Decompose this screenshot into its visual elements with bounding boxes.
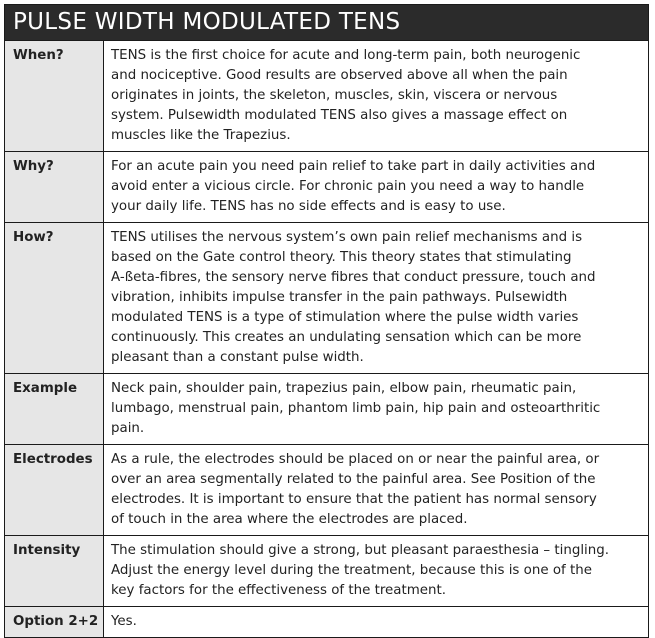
table-row bbox=[5, 445, 648, 536]
row-label: Electrodes bbox=[5, 445, 104, 536]
description-line: over an area segmentally related to the painful area. See Position of the bbox=[111, 472, 596, 487]
description-line: TENS is the first choice for acute and long-term pain, both neurogenic bbox=[111, 48, 581, 63]
row-description bbox=[104, 374, 649, 445]
table-row bbox=[5, 41, 648, 152]
description-line: based on the Gate control theory. This theory states that stimulating bbox=[111, 250, 572, 265]
description-line: muscles like the Trapezius. bbox=[111, 128, 291, 143]
page-title: PULSE WIDTH MODULATED TENS bbox=[5, 5, 648, 40]
description-line: continuously. This creates an undulating sensation which can be more bbox=[111, 330, 582, 345]
description-line: key factors for the effectiveness of the treatment. bbox=[111, 583, 447, 598]
row-description bbox=[104, 536, 649, 607]
row-description bbox=[104, 445, 649, 536]
table-row bbox=[5, 223, 648, 374]
description-line: electrodes. It is important to ensure that the patient has normal sensory bbox=[111, 492, 597, 507]
row-description bbox=[104, 41, 649, 152]
table-row bbox=[5, 536, 648, 607]
row-label: Intensity bbox=[5, 536, 104, 607]
description-line: TENS utilises the nervous system’s own pain relief mechanisms and is bbox=[111, 230, 583, 245]
description-line: your daily life. TENS has no side effects and is easy to use. bbox=[111, 199, 506, 214]
row-label: Why? bbox=[5, 152, 104, 223]
description-line: modulated TENS is a type of stimulation where the pulse width varies bbox=[111, 310, 579, 325]
description-line: Adjust the energy level during the treatment, because this is one of the bbox=[111, 563, 592, 578]
description-line: originates in joints, the skeleton, muscles, skin, viscera or nervous bbox=[111, 88, 558, 103]
info-table bbox=[5, 40, 648, 637]
description-line: of touch in the area where the electrodes are placed. bbox=[111, 512, 468, 527]
description-line: vibration, inhibits impulse transfer in the pain pathways. Pulsewidth bbox=[111, 290, 568, 305]
row-label: Example bbox=[5, 374, 104, 445]
row-description bbox=[104, 152, 649, 223]
description-line: As a rule, the electrodes should be placed on or near the painful area, or bbox=[111, 452, 600, 467]
table-row bbox=[5, 374, 648, 445]
description-line: The stimulation should give a strong, but pleasant paraesthesia – tingling. bbox=[111, 543, 610, 558]
description-line: Neck pain, shoulder pain, trapezius pain, elbow pain, rheumatic pain, bbox=[111, 381, 577, 396]
description-line: Yes. bbox=[111, 614, 137, 629]
row-label: Option 2+2 bbox=[5, 607, 104, 638]
tens-info-table bbox=[4, 4, 649, 638]
description-line: For an acute pain you need pain relief to take part in daily activities and bbox=[111, 159, 596, 174]
description-line: lumbago, menstrual pain, phantom limb pain, hip pain and osteoarthritic bbox=[111, 401, 601, 416]
description-line: pain. bbox=[111, 421, 145, 436]
description-line: avoid enter a vicious circle. For chronic pain you need a way to handle bbox=[111, 179, 585, 194]
table-row bbox=[5, 152, 648, 223]
description-line: A-ßeta-fibres, the sensory nerve fibres that conduct pressure, touch and bbox=[111, 270, 596, 285]
row-description bbox=[104, 223, 649, 374]
row-label: When? bbox=[5, 41, 104, 152]
description-line: and nociceptive. Good results are observed above all when the pain bbox=[111, 68, 568, 83]
description-line: pleasant than a constant pulse width. bbox=[111, 350, 364, 365]
row-label: How? bbox=[5, 223, 104, 374]
description-line: system. Pulsewidth modulated TENS also gives a massage effect on bbox=[111, 108, 568, 123]
